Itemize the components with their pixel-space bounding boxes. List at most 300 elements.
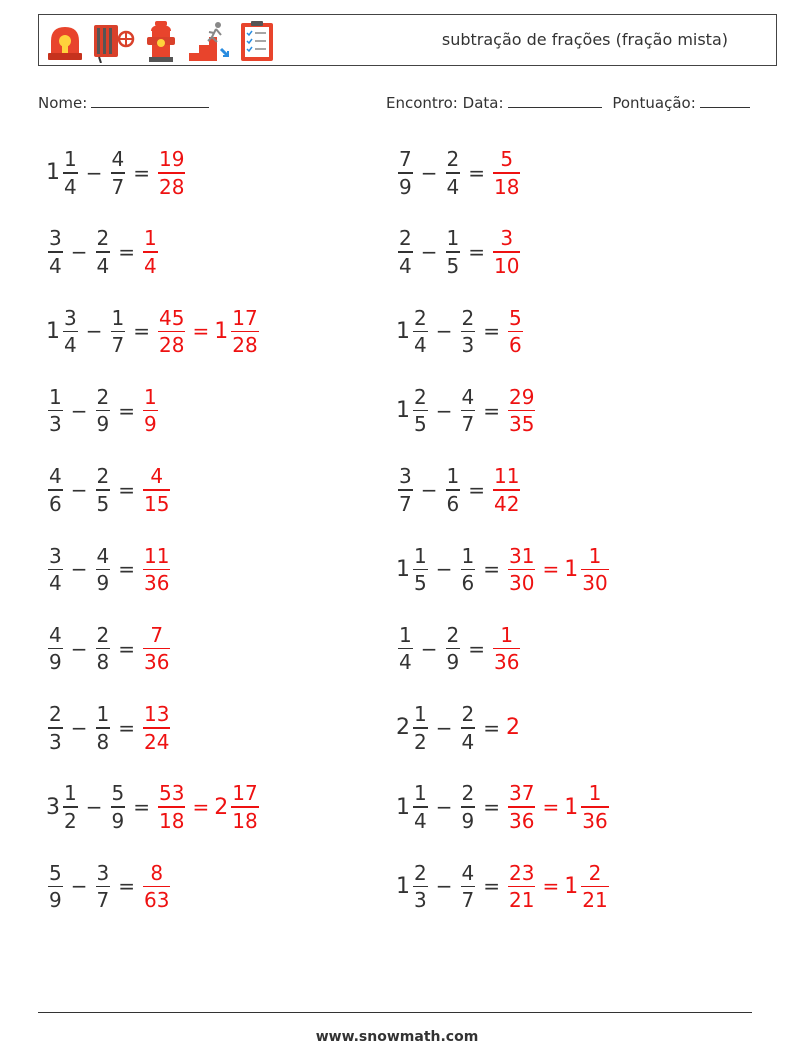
- answer-fraction-denominator: 15: [144, 491, 170, 516]
- minuend-fraction-denominator: 5: [414, 571, 427, 596]
- answer-fraction-numerator: 11: [144, 543, 170, 568]
- subtrahend-fraction-denominator: 9: [111, 808, 125, 833]
- equals-sign: =: [118, 398, 135, 423]
- problem-item: [46, 860, 172, 914]
- minus-sign: −: [70, 240, 88, 265]
- minuend-fraction-numerator: 1: [414, 702, 427, 727]
- subtrahend-fraction-numerator: 2: [96, 226, 110, 251]
- minuend-fraction-numerator: 1: [399, 622, 412, 647]
- minuend-whole: 3: [46, 794, 60, 820]
- minus-sign: −: [70, 398, 88, 423]
- subtrahend-fraction-numerator: 2: [446, 622, 460, 647]
- subtrahend-fraction: [461, 860, 476, 914]
- equals-sign: =: [118, 715, 135, 740]
- name-label: Nome:: [38, 94, 88, 112]
- minuend-whole: 1: [396, 556, 410, 582]
- answer-mixed-fraction-numerator: 1: [588, 543, 602, 568]
- subtrahend-fraction: [111, 305, 126, 359]
- answer-mixed-fraction-numerator: 1: [588, 781, 602, 806]
- subtrahend-fraction-numerator: 4: [111, 147, 125, 171]
- minuend-fraction: [48, 225, 63, 279]
- problem-item: [46, 780, 261, 834]
- minus-sign: −: [435, 319, 453, 344]
- subtrahend-fraction-denominator: 9: [96, 412, 110, 437]
- subtrahend-fraction: [461, 701, 476, 755]
- problem-item: [396, 463, 522, 517]
- minuend-whole: 1: [46, 318, 60, 344]
- minus-sign: −: [70, 715, 88, 740]
- problem-item: [396, 701, 521, 755]
- answer-fraction-denominator: 35: [509, 412, 535, 437]
- answer-whole: 1: [564, 873, 579, 899]
- answer-mixed-fraction: [231, 305, 258, 359]
- answer: [156, 780, 261, 834]
- minuend-fraction-numerator: 7: [399, 147, 412, 171]
- minuend-fraction: [413, 860, 428, 914]
- answer-fraction-denominator: 28: [159, 333, 185, 358]
- minuend-fraction: [63, 305, 78, 359]
- minus-sign: −: [70, 477, 88, 502]
- answer-fraction: [158, 146, 185, 200]
- minuend-fraction-denominator: 3: [49, 729, 62, 754]
- subtrahend-fraction-denominator: 9: [461, 808, 475, 833]
- minuend-fraction: [63, 780, 78, 834]
- answer-fraction-denominator: 28: [159, 174, 185, 199]
- minuend-fraction-denominator: 4: [399, 253, 412, 278]
- problem-item: [46, 146, 187, 200]
- answer: [506, 305, 525, 359]
- minuend-fraction: [48, 463, 63, 517]
- answer-fraction-numerator: 3: [500, 226, 514, 251]
- fire-escape-icon: [187, 19, 231, 63]
- answer: [141, 622, 172, 676]
- subtrahend-fraction: [96, 225, 111, 279]
- answer-mixed-fraction-numerator: 2: [588, 860, 602, 885]
- subtrahend-fraction: [446, 622, 461, 676]
- subtrahend-fraction: [461, 780, 476, 834]
- date-label: Data:: [462, 94, 504, 112]
- answer-whole: 2: [506, 715, 520, 741]
- minuend-fraction-numerator: 2: [399, 226, 412, 251]
- answer-fraction-numerator: 29: [509, 384, 535, 409]
- minuend-whole: 1: [46, 160, 60, 186]
- answer: [156, 146, 187, 200]
- footer-url: www.snowmath.com: [315, 1029, 479, 1045]
- minuend-whole: 1: [396, 318, 410, 344]
- subtrahend-fraction-numerator: 2: [96, 464, 110, 489]
- subtrahend-fraction-numerator: 2: [461, 781, 475, 806]
- answer-fraction-denominator: 36: [509, 808, 535, 833]
- minuend-fraction-numerator: 2: [414, 384, 427, 409]
- subtrahend-fraction-denominator: 4: [446, 174, 460, 199]
- minus-sign: −: [85, 160, 103, 185]
- answer-fraction: [158, 780, 185, 834]
- answer-fraction: [143, 701, 170, 755]
- answer-fraction: [508, 305, 523, 359]
- minuend-fraction: [398, 225, 413, 279]
- subtrahend-fraction-denominator: 6: [461, 571, 475, 596]
- minuend-fraction-numerator: 1: [64, 147, 77, 171]
- equals-sign: =: [468, 636, 485, 661]
- date-field[interactable]: [508, 93, 602, 108]
- equals-sign: =: [483, 557, 500, 582]
- minus-sign: −: [85, 795, 103, 820]
- answer-fraction-numerator: 23: [509, 860, 535, 885]
- subtrahend-fraction: [96, 701, 111, 755]
- answer: [141, 225, 160, 279]
- subtrahend-fraction-denominator: 7: [111, 333, 125, 358]
- subtrahend-fraction-denominator: 7: [111, 174, 125, 199]
- subtrahend-fraction-denominator: 9: [96, 571, 110, 596]
- answer-fraction-denominator: 36: [494, 650, 520, 675]
- subtrahend-fraction: [96, 463, 111, 517]
- answer-mixed-fraction-denominator: 28: [232, 333, 258, 358]
- answer-mixed-fraction: [581, 543, 608, 597]
- minuend-fraction: [413, 780, 428, 834]
- minuend-fraction: [398, 146, 413, 200]
- answer-fraction-numerator: 1: [144, 226, 157, 251]
- answer-fraction-denominator: 6: [509, 333, 522, 358]
- equals-sign: =: [483, 319, 500, 344]
- minus-sign: −: [435, 557, 453, 582]
- equals-sign: =: [483, 398, 500, 423]
- minus-sign: −: [420, 477, 438, 502]
- minus-sign: −: [435, 715, 453, 740]
- problem-item: [46, 622, 172, 676]
- answer: [491, 463, 522, 517]
- meta-row: [386, 93, 750, 112]
- subtrahend-fraction-denominator: 7: [461, 888, 475, 913]
- answer-fraction: [493, 463, 520, 517]
- minuend-fraction-denominator: 4: [64, 174, 77, 199]
- minuend-fraction-numerator: 3: [49, 226, 62, 251]
- minuend-fraction: [413, 543, 428, 597]
- answer-mixed-fraction-denominator: 21: [582, 888, 608, 913]
- answer: [506, 543, 611, 597]
- answer-fraction: [143, 225, 158, 279]
- minus-sign: −: [435, 398, 453, 423]
- subtrahend-fraction-denominator: 4: [96, 253, 110, 278]
- minuend-fraction-numerator: 2: [414, 860, 427, 885]
- subtrahend-fraction-denominator: 4: [461, 729, 475, 754]
- answer-fraction: [493, 146, 520, 200]
- minuend-fraction-denominator: 6: [49, 491, 62, 516]
- minuend-fraction: [48, 860, 63, 914]
- minuend-fraction-denominator: 4: [399, 650, 412, 675]
- minuend-fraction: [48, 384, 63, 438]
- minuend-fraction-numerator: 1: [414, 543, 427, 568]
- answer-equals-sign: =: [542, 795, 560, 820]
- answer: [506, 860, 611, 914]
- answer: [141, 543, 172, 597]
- subtrahend-fraction: [446, 146, 461, 200]
- subtrahend-fraction-denominator: 8: [96, 650, 110, 675]
- minuend-fraction-denominator: 4: [64, 333, 77, 358]
- answer: [491, 225, 522, 279]
- subtrahend-fraction-numerator: 2: [96, 622, 110, 647]
- subtrahend-fraction-denominator: 7: [461, 412, 475, 437]
- answer: [506, 384, 537, 438]
- answer-equals-sign: =: [542, 874, 560, 899]
- answer-whole: 1: [214, 318, 229, 344]
- answer: [141, 463, 172, 517]
- subtrahend-fraction: [461, 543, 476, 597]
- minuend-fraction-numerator: 2: [414, 305, 427, 330]
- answer-equals-sign: =: [192, 319, 210, 344]
- subtrahend-fraction: [96, 543, 111, 597]
- subtrahend-fraction: [96, 860, 111, 914]
- equals-sign: =: [118, 874, 135, 899]
- encounter-label: Encontro:: [386, 94, 458, 112]
- minuend-fraction-numerator: 1: [414, 781, 427, 806]
- answer: [491, 622, 522, 676]
- subtrahend-fraction-numerator: 2: [461, 702, 475, 727]
- answer-mixed-fraction-numerator: 17: [232, 305, 258, 330]
- minuend-fraction: [413, 305, 428, 359]
- subtrahend-fraction-denominator: 8: [96, 729, 110, 754]
- answer: [141, 701, 172, 755]
- answer: [141, 860, 172, 914]
- answer-fraction: [508, 860, 535, 914]
- minuend-fraction: [48, 701, 63, 755]
- minus-sign: −: [85, 319, 103, 344]
- equals-sign: =: [118, 477, 135, 502]
- subtrahend-fraction: [111, 146, 126, 200]
- answer-fraction: [158, 305, 185, 359]
- minuend-fraction-denominator: 9: [399, 174, 412, 199]
- answer-fraction-numerator: 7: [150, 622, 164, 647]
- answer-fraction-numerator: 1: [144, 384, 157, 409]
- answer-fraction-denominator: 36: [144, 650, 170, 675]
- problem-item: [396, 543, 611, 597]
- minuend-fraction-numerator: 3: [49, 543, 62, 568]
- equals-sign: =: [118, 240, 135, 265]
- answer-fraction-denominator: 10: [494, 253, 520, 278]
- answer-fraction-numerator: 31: [509, 543, 535, 568]
- footer-divider: [38, 1012, 752, 1013]
- minus-sign: −: [70, 874, 88, 899]
- subtrahend-fraction-denominator: 6: [446, 491, 460, 516]
- problem-item: [46, 543, 172, 597]
- minuend-whole: 1: [396, 794, 410, 820]
- minuend-fraction-numerator: 4: [49, 464, 62, 489]
- subtrahend-fraction-numerator: 1: [446, 226, 460, 251]
- answer: [506, 715, 521, 740]
- minuend-fraction-denominator: 9: [49, 888, 62, 913]
- answer-fraction-numerator: 1: [500, 622, 514, 647]
- answer: [506, 780, 611, 834]
- answer-fraction-denominator: 42: [494, 491, 520, 516]
- answer-fraction-numerator: 5: [500, 147, 514, 171]
- equals-sign: =: [483, 795, 500, 820]
- minus-sign: −: [70, 636, 88, 661]
- equals-sign: =: [118, 557, 135, 582]
- equals-sign: =: [133, 319, 150, 344]
- answer-fraction-denominator: 18: [159, 808, 185, 833]
- answer-fraction-numerator: 37: [509, 781, 535, 806]
- minuend-fraction: [413, 384, 428, 438]
- answer-mixed-fraction: [581, 860, 608, 914]
- answer-fraction: [493, 622, 520, 676]
- answer-fraction: [143, 543, 170, 597]
- answer-fraction: [143, 384, 158, 438]
- problem-item: [46, 305, 261, 359]
- subtrahend-fraction-numerator: 4: [96, 543, 110, 568]
- alarm-light-icon: [43, 19, 87, 63]
- subtrahend-fraction: [446, 463, 461, 517]
- answer-fraction: [143, 463, 170, 517]
- minuend-fraction-denominator: 4: [49, 571, 62, 596]
- subtrahend-fraction-numerator: 1: [111, 305, 125, 330]
- subtrahend-fraction-denominator: 5: [446, 253, 460, 278]
- answer-whole: 1: [564, 556, 579, 582]
- minuend-fraction-denominator: 5: [414, 412, 427, 437]
- problem-item: [396, 622, 522, 676]
- minuend-fraction-denominator: 2: [414, 729, 427, 754]
- header-icons: [43, 19, 279, 63]
- checklist-icon: [235, 19, 279, 63]
- subtrahend-fraction-numerator: 3: [96, 860, 110, 885]
- minuend-fraction-numerator: 4: [49, 622, 62, 647]
- equals-sign: =: [483, 874, 500, 899]
- minuend-fraction: [48, 543, 63, 597]
- minuend-fraction: [398, 463, 413, 517]
- equals-sign: =: [468, 160, 485, 185]
- answer-fraction: [508, 780, 535, 834]
- answer-fraction-numerator: 5: [509, 305, 522, 330]
- minuend-fraction-numerator: 2: [49, 702, 62, 727]
- minuend-fraction: [398, 622, 413, 676]
- answer-fraction-denominator: 4: [144, 253, 157, 278]
- answer-whole: 1: [564, 794, 579, 820]
- minuend-fraction: [413, 701, 428, 755]
- answer-fraction-numerator: 13: [144, 702, 170, 727]
- header-box: [38, 14, 777, 66]
- subtrahend-fraction: [461, 384, 476, 438]
- minuend-fraction: [63, 146, 78, 200]
- answer-fraction-denominator: 24: [144, 729, 170, 754]
- answer-whole: 2: [214, 794, 229, 820]
- answer-fraction: [143, 622, 170, 676]
- equals-sign: =: [133, 160, 150, 185]
- subtrahend-fraction-numerator: 1: [96, 702, 110, 727]
- equals-sign: =: [118, 636, 135, 661]
- page-title: subtração de frações (fração mista): [441, 30, 728, 49]
- minuend-fraction-numerator: 5: [49, 860, 62, 885]
- minuend-fraction-denominator: 2: [64, 808, 77, 833]
- answer-fraction-numerator: 45: [159, 305, 185, 330]
- subtrahend-fraction-numerator: 4: [461, 384, 475, 409]
- problem-item: [46, 463, 172, 517]
- answer-fraction-numerator: 11: [494, 464, 520, 489]
- answer-mixed-fraction-denominator: 18: [232, 808, 258, 833]
- minuend-fraction-denominator: 3: [414, 888, 427, 913]
- problem-item: [396, 225, 522, 279]
- subtrahend-fraction-numerator: 1: [446, 464, 460, 489]
- equals-sign: =: [483, 715, 500, 740]
- minuend-fraction-denominator: 4: [414, 808, 427, 833]
- minuend-fraction-numerator: 3: [64, 305, 77, 330]
- answer-fraction: [508, 384, 535, 438]
- minus-sign: −: [70, 557, 88, 582]
- fire-hydrant-icon: [139, 19, 183, 63]
- score-label: Pontuação:: [612, 94, 696, 112]
- equals-sign: =: [133, 795, 150, 820]
- subtrahend-fraction-numerator: 2: [446, 147, 460, 171]
- answer-fraction-denominator: 63: [144, 888, 170, 913]
- minuend-fraction-denominator: 4: [49, 253, 62, 278]
- answer-fraction-numerator: 19: [159, 147, 185, 171]
- minuend-whole: 1: [396, 398, 410, 424]
- subtrahend-fraction: [96, 622, 111, 676]
- fire-hose-reel-icon: [91, 19, 135, 63]
- subtrahend-fraction: [111, 780, 126, 834]
- answer-mixed-fraction-numerator: 17: [232, 781, 258, 806]
- subtrahend-fraction-numerator: 2: [461, 305, 475, 330]
- score-field[interactable]: [700, 93, 750, 108]
- answer-fraction-denominator: 36: [144, 571, 170, 596]
- subtrahend-fraction-denominator: 3: [461, 333, 475, 358]
- minus-sign: −: [420, 636, 438, 661]
- answer-fraction-numerator: 4: [150, 464, 164, 489]
- minuend-fraction-denominator: 4: [414, 333, 427, 358]
- answer-mixed-fraction-denominator: 30: [582, 571, 608, 596]
- subtrahend-fraction: [446, 225, 461, 279]
- problem-item: [396, 384, 537, 438]
- problem-item: [46, 384, 160, 438]
- subtrahend-fraction-numerator: 5: [111, 781, 125, 806]
- answer-equals-sign: =: [542, 557, 560, 582]
- problem-item: [396, 305, 525, 359]
- subtrahend-fraction-denominator: 7: [96, 888, 110, 913]
- problem-item: [46, 701, 172, 755]
- answer: [156, 305, 261, 359]
- minuend-fraction-denominator: 3: [49, 412, 62, 437]
- problem-item: [396, 780, 611, 834]
- minus-sign: −: [435, 795, 453, 820]
- minuend-fraction-numerator: 3: [399, 464, 412, 489]
- minus-sign: −: [435, 874, 453, 899]
- answer: [491, 146, 522, 200]
- minuend-whole: 1: [396, 873, 410, 899]
- minuend-fraction-denominator: 7: [399, 491, 412, 516]
- problem-item: [396, 146, 522, 200]
- answer-fraction-numerator: 8: [150, 860, 164, 885]
- subtrahend-fraction: [96, 384, 111, 438]
- name-field[interactable]: [91, 93, 209, 108]
- answer-fraction-denominator: 9: [144, 412, 157, 437]
- subtrahend-fraction-denominator: 9: [446, 650, 460, 675]
- minuend-fraction-numerator: 1: [64, 781, 77, 806]
- name-row: [38, 93, 209, 112]
- answer-mixed-fraction-denominator: 36: [582, 808, 608, 833]
- subtrahend-fraction-numerator: 2: [96, 384, 110, 409]
- minuend-fraction-denominator: 9: [49, 650, 62, 675]
- answer-fraction-numerator: 53: [159, 781, 185, 806]
- answer-fraction-denominator: 30: [509, 571, 535, 596]
- minuend-whole: 2: [396, 715, 410, 741]
- minuend-fraction-numerator: 1: [49, 384, 62, 409]
- minuend-fraction: [48, 622, 63, 676]
- minus-sign: −: [420, 240, 438, 265]
- answer: [141, 384, 160, 438]
- answer-equals-sign: =: [192, 795, 210, 820]
- answer-fraction: [493, 225, 520, 279]
- answer-mixed-fraction: [581, 780, 608, 834]
- problem-item: [46, 225, 160, 279]
- equals-sign: =: [468, 477, 485, 502]
- equals-sign: =: [468, 240, 485, 265]
